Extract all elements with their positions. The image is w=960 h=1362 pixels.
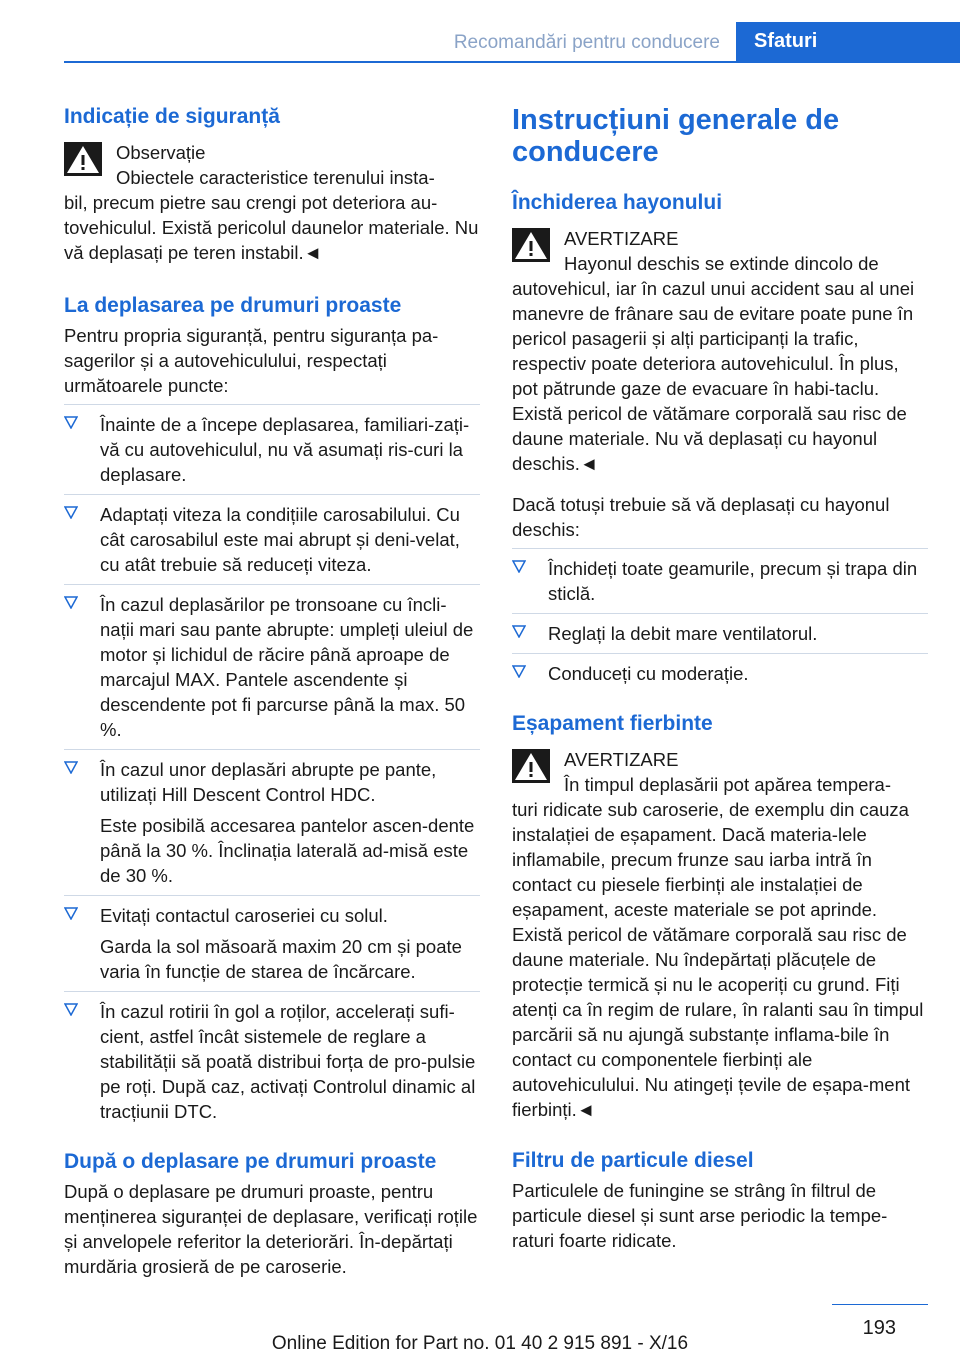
warning-text-first: Hayonul deschis se extinde dincolo de — [564, 253, 879, 274]
note-text-first: Obiectele caracteristice terenului insta- — [116, 167, 435, 188]
header-section-title: Recomandări pentru conducere — [453, 32, 720, 53]
right-column — [512, 98, 928, 1253]
warning-text-rest: autovehicul, iar în cazul unui accident sau al unei manevre de frânare sau de evitare poate pune în pericol pasagerii și alți participanți la trafic, respectiv poate deteriora autovehiculul. În plus, pot pătrunde gaze de evacuare în habi-taclu. Există pericol de vătămare corporală sau risc de daune materiale. Nu vă deplasați cu hayonul deschis.◄ — [512, 278, 915, 474]
tailgate-heading: Închiderea hayonului — [512, 191, 723, 214]
exhaust-heading: Eșapament fierbinte — [512, 712, 713, 735]
edition-line: Online Edition for Part no. 01 40 2 915 891 - X/16 — [271, 1333, 689, 1354]
triangle-bullet-icon — [64, 1002, 78, 1016]
list-item: Reglați la debit mare ventilatorul. — [512, 613, 928, 653]
page-number: 193 — [862, 1317, 896, 1339]
footer-rule — [832, 1304, 928, 1305]
list-item: În cazul deplasărilor pe tronsoane cu încli-nații mari sau pante abrupte: umpleți uleiul de motor și lichidul de răcire până aproape de marcajul MAX. Pantele ascendente și descendente pot fi parcurse până la max. 50 %. — [64, 584, 480, 749]
warning-label: AVERTIZARE — [564, 749, 679, 770]
list-item: Înainte de a începe deplasarea, familiari-zați-vă cu autovehiculul, nu vă asumați ris-curi la deplasare. — [64, 404, 480, 494]
safety-heading: Indicație de siguranță — [64, 105, 280, 128]
triangle-bullet-icon — [512, 559, 526, 573]
header-chapter-tab: Sfaturi — [736, 22, 960, 62]
rough-roads-heading: La deplasarea pe drumuri proaste — [64, 294, 402, 317]
triangle-bullet-icon — [64, 505, 78, 519]
triangle-bullet-icon — [64, 415, 78, 429]
note-block — [64, 140, 480, 265]
note-label: Observație — [116, 142, 206, 163]
list-item: Adaptați viteza la condițiile carosabilului. Cu cât carosabilul este mai abrupt și deni-velat, cu atât trebuie să reduceți viteza. — [64, 494, 480, 584]
tailgate-list — [512, 548, 928, 693]
triangle-bullet-icon — [512, 624, 526, 638]
warning-text-rest: turi ridicate sub caroserie, de exemplu din cauza instalației de eșapament. Dacă materia-lele inflamabile, precum frunze sau iarba intră în contact cu piesele fierbinți ale instalației de eșapament, aceste materiale se pot aprinde. Există pericol de vătămare corporală sau risc de daune materiale. Nu îndepărtați plăcuțele de protecție termică și nu le acoperiți cu grund. Fiți atenți ca în regim de rulare, în ralanti sau în timpul parcării să nu ajungă substanțe inflama-bile în contact cu componentele fierbinți ale autovehiculului. Nu atingeți țevile de eșapa-ment fierbinți.◄ — [512, 799, 924, 1120]
list-item: În cazul unor deplasări abrupte pe pante, utilizați Hill Descent Control HDC. Este posibilă accesarea pantelor ascen-dente până la 30 %. Înclinația laterală ad-misă este de 30 %. — [64, 749, 480, 895]
list-item: În cazul rotirii în gol a roților, accelerați sufi-cient, astfel încât sistemele de reglare a stabilității să poată distribui forța de pro-pulsie pe roți. După caz, activați Controlul dinamic al tracțiunii DTC. — [64, 991, 480, 1131]
exhaust-warning — [512, 747, 928, 1122]
dpf-heading: Filtru de particule diesel — [512, 1149, 754, 1172]
warning-triangle-icon — [512, 228, 550, 262]
dpf-text: Particulele de funingine se strâng în filtrul de particule diesel și sunt arse periodic la tempe-raturi foarte ridicate. — [512, 1180, 888, 1251]
list-item-note: Garda la sol măsoară maxim 20 cm și poate varia în funcție de starea de încărcare. — [100, 936, 462, 982]
rough-roads-list — [64, 404, 480, 1131]
warning-triangle-icon — [64, 142, 102, 176]
tailgate-warning — [512, 226, 928, 476]
warning-triangle-icon — [512, 749, 550, 783]
list-item: Închideți toate geamurile, precum și trapa din sticlă. — [512, 548, 928, 613]
tailgate-intro: Dacă totuși trebuie să vă deplasați cu hayonul deschis: — [512, 494, 890, 540]
triangle-bullet-icon — [64, 760, 78, 774]
list-item: Conduceți cu moderație. — [512, 653, 928, 693]
after-rough-text: După o deplasare pe drumuri proaste, pentru menținerea siguranței de deplasare, verificați roțile și anvelopele referitor la deteriorări. În-depărtați murdăria grosieră de pe caroserie. — [64, 1181, 478, 1277]
note-text-rest: bil, precum pietre sau crengi pot deteriora au-tovehiculul. Există pericolul daunelor materiale. Nu vă deplasați pe teren instabil.◄ — [64, 192, 479, 263]
warning-label: AVERTIZARE — [564, 228, 679, 249]
triangle-bullet-icon — [512, 664, 526, 678]
list-item: Evitați contactul caroseriei cu solul. Garda la sol măsoară maxim 20 cm și poate varia în funcție de starea de încărcare. — [64, 895, 480, 991]
list-item-note: Este posibilă accesarea pantelor ascen-dente până la 30 %. Înclinația laterală ad-misă este de 30 %. — [100, 815, 475, 886]
warning-text-first: În timpul deplasării pot apărea tempera- — [564, 774, 892, 795]
rough-roads-intro: Pentru propria siguranță, pentru siguranța pa-sagerilor și a autovehiculului, respectați următoarele puncte: — [64, 325, 439, 396]
after-rough-heading: După o deplasare pe drumuri proaste — [64, 1150, 437, 1173]
left-column — [64, 98, 480, 1279]
triangle-bullet-icon — [64, 595, 78, 609]
triangle-bullet-icon — [64, 906, 78, 920]
main-heading: Instrucțiuni generale de conducere — [512, 104, 840, 168]
page-header — [0, 22, 960, 62]
